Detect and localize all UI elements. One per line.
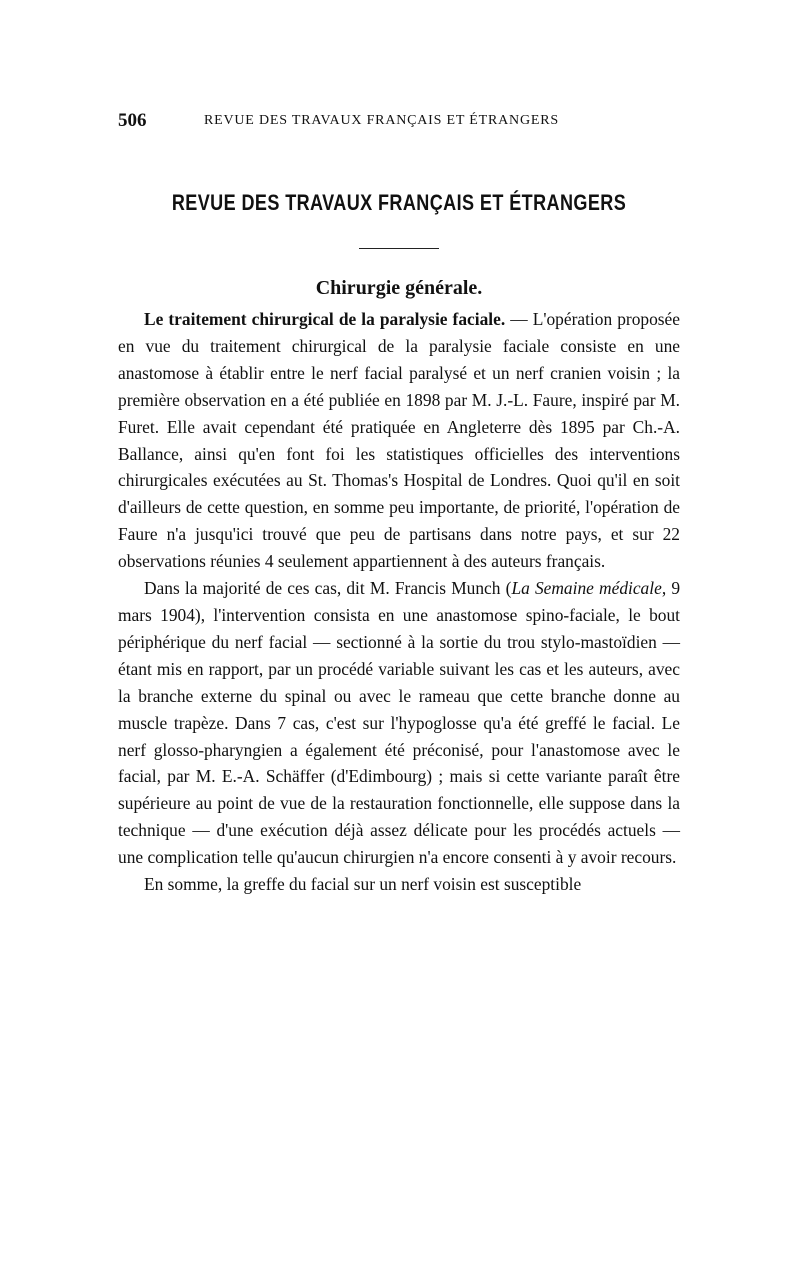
title-divider [359, 248, 439, 249]
main-title: REVUE DES TRAVAUX FRANÇAIS ET ÉTRANGERS [171, 190, 627, 215]
paragraph-2-rest: , 9 mars 1904), l'intervention consista en une anastomose spino-faciale, le bout périphérique du nerf facial — sectionné à la sortie du trou stylo-mastoïdien — étant mis en rapport, par un procédé variable suivant les cas et les auteurs, avec la branche externe du spinal ou avec le rameau que cette branche donne au muscle trapèze. Dans 7 cas, c'est sur l'hypoglosse qu'a été greffé le facial. Le nerf glosso-pharyngien a également été préconisé, pour l'anastomose avec le facial, par M. E.-A. Schäffer (d'Edimbourg) ; mais si cette variante paraît être supérieure au point de vue de la restauration fonctionnelle, elle suppose dans la technique — d'une exécution déjà assez délicate pour les procédés actuels — une complication telle qu'aucun chirurgien n'a encore consenti à y avoir recours. [118, 578, 681, 868]
paragraph-1 [118, 306, 680, 575]
article-title: Le traitement chirurgical de la paralysie faciale. [144, 309, 506, 329]
paragraph-2 [118, 575, 680, 871]
section-title: Chirurgie générale. [315, 277, 483, 299]
page-number: 506 [118, 110, 147, 131]
paragraph-3: En somme, la greffe du facial sur un nerf voisin est susceptible [144, 874, 582, 895]
running-header [118, 110, 680, 144]
paragraph-1-text: — L'opération proposée en vue du traitement chirurgical de la paralysie faciale consiste en une anastomose à établir entre le nerf facial paralysé et un nerf cranien voisin ; la première observation en a été publiée en 1898 par M. J.-L. Faure, inspiré par M. Furet. Elle avait cependant été pratiquée en Angleterre dès 1895 par Ch.-A. Ballance, ainsi qu'en font foi les statistiques officielles des interventions chirurgicales exécutées au St. Thomas's Hospital de Londres. Quoi qu'il en soit d'ailleurs de cette question, en somme peu importante, de priorité, l'opération de Faure n'a jusqu'ici trouvé que peu de partisans dans notre pays, et sur 22 observations réunies 4 seulement appartiennent à des auteurs français. [118, 309, 680, 572]
journal-citation: La Semaine médicale [511, 578, 662, 599]
running-title: REVUE DES TRAVAUX FRANÇAIS ET ÉTRANGERS [204, 113, 559, 128]
document-page [118, 110, 680, 898]
article-body [118, 306, 680, 898]
paragraph-2-start: Dans la majorité de ces cas, dit M. Francis Munch ( [144, 578, 512, 599]
